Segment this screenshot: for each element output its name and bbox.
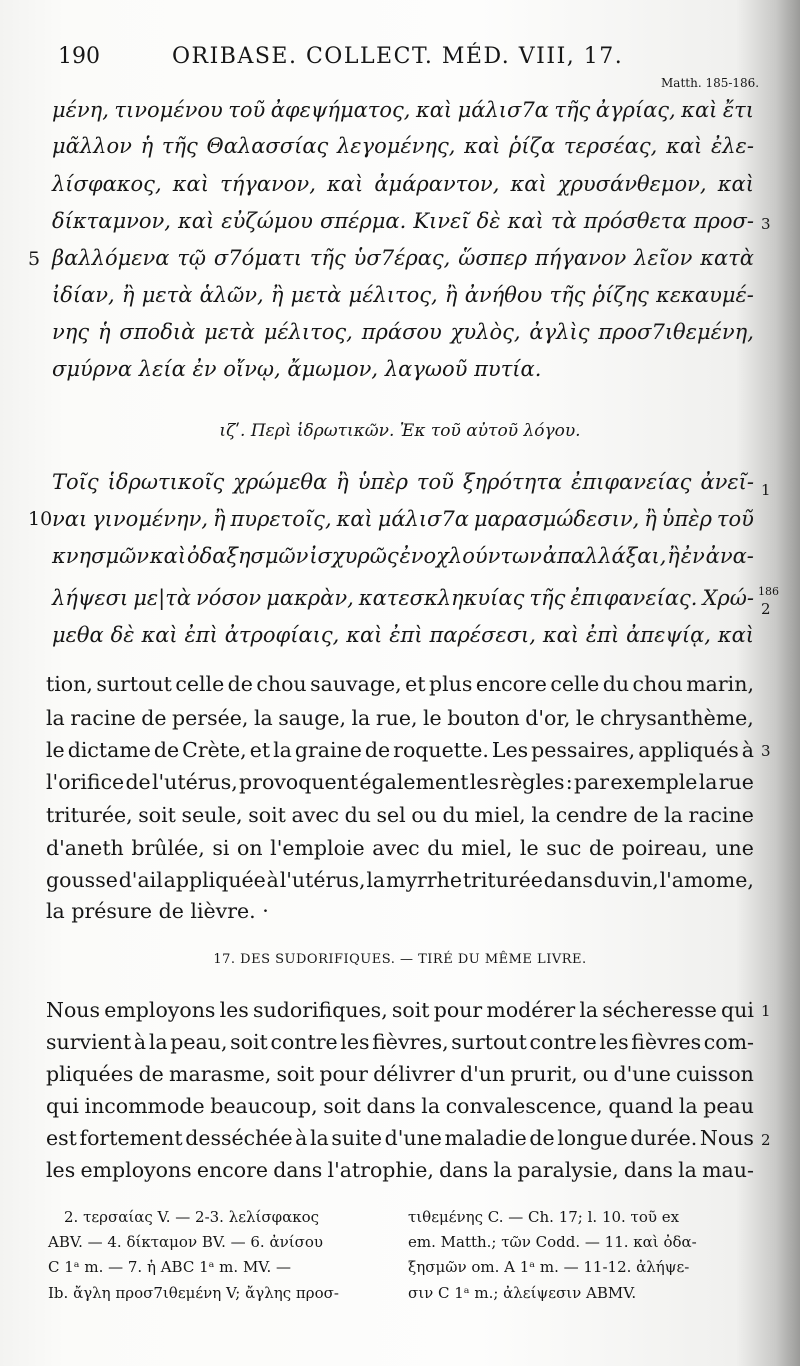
greek-line: μένη, τινομένου τοῦ ἀφεψήματος, καὶ μάλισ7α τῆς ἀγρίας, καὶ ἔτι <box>52 98 754 122</box>
edition-reference: Matth. 185-186. <box>661 76 760 90</box>
french-line: tion, surtout celle de chou sauvage, et plus encore celle du chou marin, <box>46 672 754 696</box>
footnote-line: C 1ᵃ m. — 7. ἡ ABC 1ᵃ m. MV. — <box>48 1258 292 1276</box>
french-line: triturée, soit seule, soit avec du sel ou du miel, la cendre de la racine <box>46 803 754 827</box>
line-number-10: 10 <box>28 508 53 530</box>
matth-page-marker: 186 <box>758 585 779 598</box>
footnote-line: em. Matth.; τῶν Codd. — 11. καὶ ὀδα- <box>408 1233 697 1251</box>
french-line: pliquées de marasme, soit pour délivrer d'un prurit, ou d'une cuisson <box>46 1062 754 1086</box>
greek-line: μᾶλλον ἡ τῆς Θαλασσίας λεγομένης, καὶ ῥίζα τερσέας, καὶ ἐλε- <box>52 134 754 158</box>
french-line: le dictame de Crète, et la graine de roquette. Les pessaires, appliqués à <box>46 738 754 762</box>
greek-line: ναι γινομένην, ἢ πυρετοῖς, καὶ μάλισ7α μαρασμώδεσιν, ἢ ὑπὲρ τοῦ <box>52 507 754 531</box>
french-line: l'orifice de l'utérus, provoquent également les règles : par exemple la rue <box>46 770 754 794</box>
greek-line: βαλλόμενα τῷ σ7όματι τῆς ὑσ7έρας, ὥσπερ πήγανον λεῖον κατὰ <box>52 246 754 270</box>
section-marker: 1 <box>761 481 771 499</box>
french-line: est fortement desséchée à la suite d'une maladie de longue durée. Nous <box>46 1126 754 1150</box>
french-line: gousse d'ail appliquée à l'utérus, la myrrhe triturée dans du vin, l'amome, <box>46 868 754 892</box>
french-line: qui incommode beaucoup, soit dans la convalescence, quand la peau <box>46 1094 754 1118</box>
greek-line: μεθα δὲ καὶ ἐπὶ ἀτροφίαις, καὶ ἐπὶ παρέσεσι, καὶ ἐπὶ ἀπεψίᾳ, καὶ <box>52 623 754 647</box>
french-line: Nous employons les sudorifiques, soit pour modérer la sécheresse qui <box>46 998 754 1022</box>
section-marker: 3 <box>761 742 771 760</box>
footnote-line: ξησμῶν om. A 1ᵃ m. — 11-12. ἀλήψε- <box>408 1258 690 1276</box>
section-marker: 1 <box>761 1002 771 1020</box>
french-line: survient à la peau, soit contre les fièvres, surtout contre les fièvres com- <box>46 1030 754 1054</box>
section-marker: 2 <box>761 1131 771 1149</box>
line-number-5: 5 <box>28 248 41 270</box>
greek-line: λήψεσι με|τὰ νόσον μακρὰν, κατεσκληκυίας τῆς ἐπιφανείας. Χρώ- <box>52 586 754 610</box>
french-line: la présure de lièvre. · <box>46 899 269 923</box>
greek-line: λίσφακος, καὶ τήγανον, καὶ ἀμάραντον, καὶ χρυσάνθεμον, καὶ <box>52 172 754 196</box>
greek-line: δίκταμνον, καὶ εὐζώμου σπέρμα. Κινεῖ δὲ καὶ τὰ πρόσθετα προσ- <box>52 209 754 233</box>
footnote-line: Ib. ἄγλη προσ7ιθεμένη V; ἄγλης προσ- <box>48 1284 339 1302</box>
footnote-line: ABV. — 4. δίκταμον BV. — 6. ἀνίσου <box>48 1233 323 1251</box>
footnote-line: 2. τερσαίας V. — 2-3. λελίσφακος <box>64 1208 320 1226</box>
greek-section-heading: ιζʹ. Περὶ ἱδρωτικῶν. Ἐκ τοῦ αὐτοῦ λόγου. <box>219 421 581 441</box>
section-marker: 3 <box>761 215 771 233</box>
greek-line: Τοῖς ἱδρωτικοῖς χρώμεθα ἢ ὑπὲρ τοῦ ξηρότητα ἐπιφανείας ἀνεῖ- <box>52 470 754 494</box>
footnote-line: σιν C 1ᵃ m.; ἀλείψεσιν ABMV. <box>408 1284 637 1302</box>
section-marker: 2 <box>761 600 771 618</box>
french-line: les employons encore dans l'atrophie, dans la paralysie, dans la mau- <box>46 1158 754 1182</box>
french-line: d'aneth brûlée, si on l'emploie avec du miel, le suc de poireau, une <box>46 836 754 860</box>
footnote-line: τιθεμένης C. — Ch. 17; l. 10. τοῦ ex <box>408 1208 680 1226</box>
greek-line: ἰδίαν, ἢ μετὰ ἁλῶν, ἢ μετὰ μέλιτος, ἢ ἀνήθου τῆς ῥίζης κεκαυμέ- <box>52 283 754 307</box>
french-line: la racine de persée, la sauge, la rue, le bouton d'or, le chrysanthème, <box>46 706 754 730</box>
french-section-heading: 17. DES SUDORIFIQUES. — TIRÉ DU MÊME LIVRE. <box>213 952 587 967</box>
greek-line: κνησμῶν καὶ ὀδαξησμῶν ἰσχυρῶς ἐνοχλούντων ἀπαλλάξαι, ἢ ἐν ἀνα- <box>52 544 754 568</box>
greek-line: νης ἡ σποδιὰ μετὰ μέλιτος, πράσου χυλὸς, ἀγλὶς προσ7ιθεμένη, <box>52 320 754 344</box>
greek-line: σμύρνα λεία ἐν οἴνῳ, ἄμωμον, λαγωοῦ πυτία. <box>52 357 542 381</box>
page-number: 190 <box>58 44 100 69</box>
running-title: ORIBASE. COLLECT. MÉD. VIII, 17. <box>172 44 624 69</box>
